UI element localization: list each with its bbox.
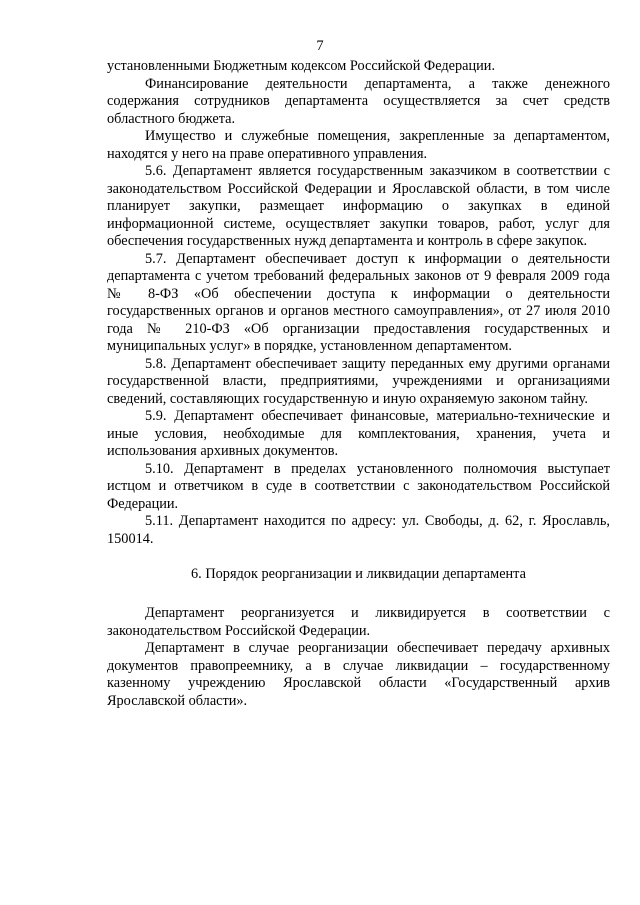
paragraph-reorganization: Департамент реорганизуется и ликвидируется в соответствии с законодательством Российской Федерации. bbox=[107, 605, 610, 639]
paragraph-archive-transfer: Департамент в случае реорганизации обеспечивает передачу архивных документов правопреемнику, а в случае ликвидации – государственному казенному учреждению Ярославской области «Государственный архив Ярославской области». bbox=[107, 640, 610, 709]
paragraph-5-7: 5.7. Департамент обеспечивает доступ к информации о деятельности департамента с учетом требований федеральных законов от 9 февраля 2009 года № 8-ФЗ «Об обеспечении доступа к информации о деятельности государственных органов и органов местного самоуправления», от 27 июля 2010 года № 210-ФЗ «Об организации предоставления государственных и муниципальных услуг» в порядке, установленном департаментом. bbox=[107, 250, 610, 354]
section-spacer bbox=[107, 583, 610, 605]
paragraph-5-11: 5.11. Департамент находится по адресу: ул. Свободы, д. 62, г. Ярославль, 150014. bbox=[107, 513, 610, 547]
paragraph-property: Имущество и служебные помещения, закрепленные за департаментом, находятся у него на праве оперативного управления. bbox=[107, 128, 610, 162]
page-number: 7 bbox=[316, 38, 324, 54]
paragraph-continuation: установленными Бюджетным кодексом Российской Федерации. bbox=[107, 58, 496, 74]
paragraph-5-8: 5.8. Департамент обеспечивает защиту переданных ему другими органами государственной власти, предприятиями, учреждениями и организациями сведений, составляющих государственную и иную охраняемую законом тайну. bbox=[107, 355, 610, 407]
document-body bbox=[107, 58, 610, 710]
paragraph-5-9: 5.9. Департамент обеспечивает финансовые, материально-технические и иные условия, необходимые для комплектования, хранения, учета и использования архивных документов. bbox=[107, 408, 610, 459]
section-spacer bbox=[107, 548, 610, 566]
section-6-heading: 6. Порядок реорганизации и ликвидации департамента bbox=[191, 565, 526, 582]
paragraph-5-10: 5.10. Департамент в пределах установленного полномочия выступает истцом и ответчиком в суде в соответствии с законодательством Российской Федерации. bbox=[107, 460, 610, 512]
paragraph-financing: Финансирование деятельности департамента, а также денежного содержания сотрудников департамента осуществляется за счет средств областного бюджета. bbox=[107, 75, 610, 127]
paragraph-5-6: 5.6. Департамент является государственным заказчиком в соответствии с законодательством Российской Федерации и Ярославской области, в том числе планирует закупки, размещает информацию о закупках в единой информационной системе, осуществляет закупки товаров, работ, услуг для обеспечения государственных нужд департамента и контроль в сфере закупок. bbox=[107, 163, 610, 249]
